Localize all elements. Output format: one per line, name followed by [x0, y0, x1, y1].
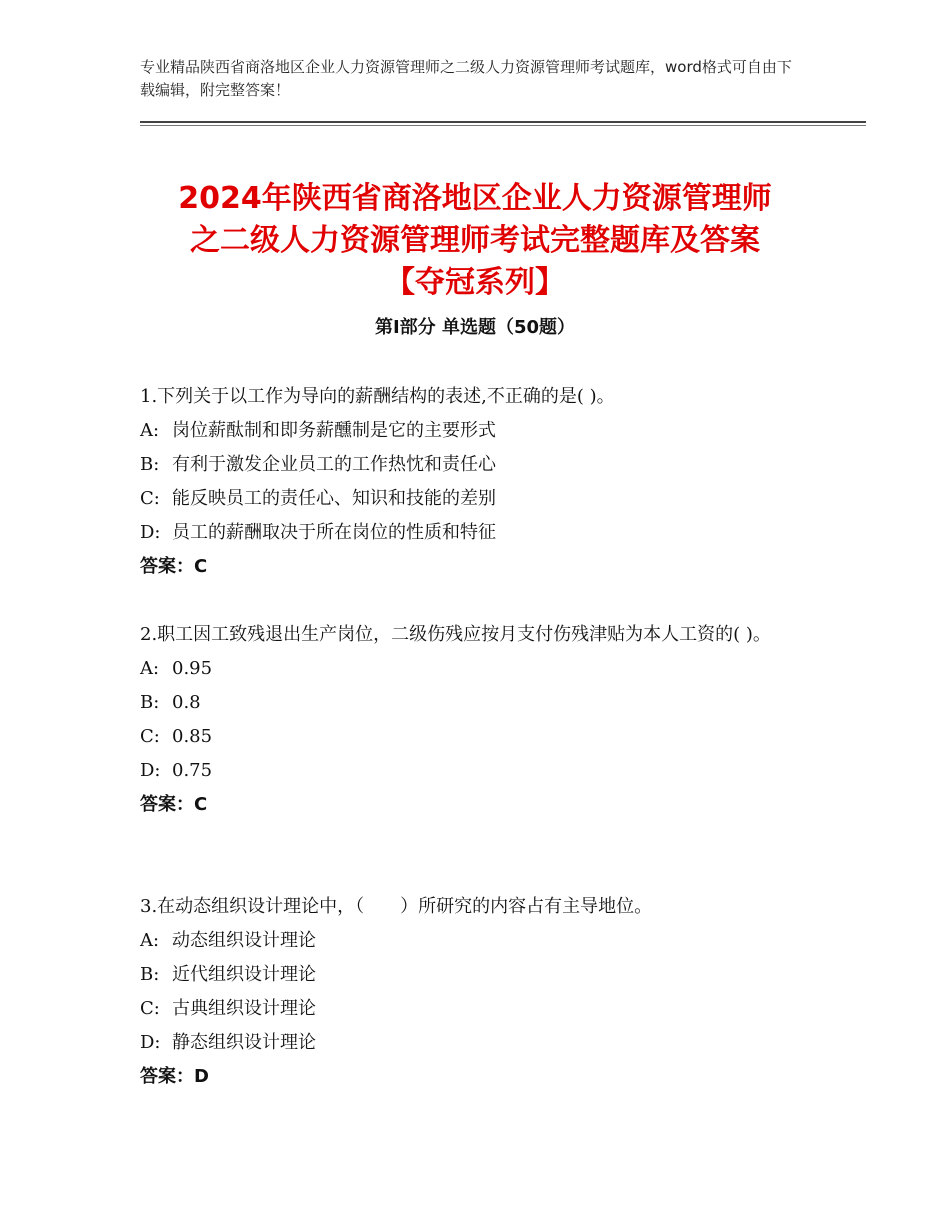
option-key: C: [140, 726, 160, 747]
option-b [140, 448, 820, 482]
title-line-2: 之二级人力资源管理师考试完整题库及答案 [190, 223, 760, 259]
option-a [140, 924, 820, 958]
option-text: 0.8 [172, 692, 201, 713]
title-line-3: 【夺冠系列】 [385, 265, 565, 301]
option-key: D: [140, 1032, 161, 1053]
option-c [140, 992, 820, 1026]
option-text: 近代组织设计理论 [172, 964, 316, 985]
option-text: 能反映员工的责任心、知识和技能的差别 [172, 488, 496, 509]
option-text: 动态组织设计理论 [172, 930, 316, 951]
option-key: C: [140, 998, 160, 1019]
option-key: D: [140, 760, 161, 781]
option-text: 0.85 [172, 726, 213, 747]
option-key: A: [140, 930, 160, 951]
question-1 [140, 380, 820, 584]
option-text: 古典组织设计理论 [172, 998, 316, 1019]
section-heading: 第Ⅰ部分 单选题（50题） [374, 317, 575, 338]
header-divider [140, 121, 866, 123]
option-d [140, 1026, 820, 1060]
option-key: C: [140, 488, 160, 509]
option-b [140, 686, 805, 720]
option-text: 岗位薪酞制和即务薪醺制是它的主要形式 [172, 420, 496, 441]
answer: 答案：D [140, 1066, 209, 1087]
option-d [140, 754, 805, 788]
question-stem: 2.职工因工致残退出生产岗位，二级伤残应按月支付伤残津贴为本人工资的( )。 [140, 624, 771, 645]
question-stem: 3.在动态组织设计理论中，（ ）所研究的内容占有主导地位。 [140, 896, 653, 917]
option-text: 0.75 [172, 760, 213, 781]
option-text: 0.95 [172, 658, 213, 679]
option-text: 静态组织设计理论 [172, 1032, 316, 1053]
option-text: 有利于激发企业员工的工作热忱和责任心 [172, 454, 496, 475]
answer: 答案：C [140, 794, 208, 815]
option-key: D: [140, 522, 161, 543]
question-stem: 1.下列关于以工作为导向的薪酬结构的表述,不正确的是( )。 [140, 386, 615, 407]
document-title [140, 178, 810, 304]
question-2 [140, 618, 805, 822]
option-d [140, 516, 820, 550]
option-a [140, 414, 820, 448]
header-divider-thin [140, 125, 866, 126]
option-text: 员工的薪酬取决于所在岗位的性质和特征 [172, 522, 496, 543]
title-line-1: 2024年陕西省商洛地区企业人力资源管理师 [178, 181, 772, 217]
question-3 [140, 890, 820, 1094]
option-c [140, 482, 820, 516]
option-a [140, 652, 805, 686]
option-key: A: [140, 658, 160, 679]
option-key: B: [140, 692, 160, 713]
option-c [140, 720, 805, 754]
option-key: B: [140, 964, 160, 985]
option-b [140, 958, 820, 992]
option-key: B: [140, 454, 160, 475]
option-key: A: [140, 420, 160, 441]
answer: 答案：C [140, 556, 208, 577]
header-note: 专业精品陕西省商洛地区企业人力资源管理师之二级人力资源管理师考试题库，word格式可自由下载编辑，附完整答案！ [140, 58, 792, 99]
